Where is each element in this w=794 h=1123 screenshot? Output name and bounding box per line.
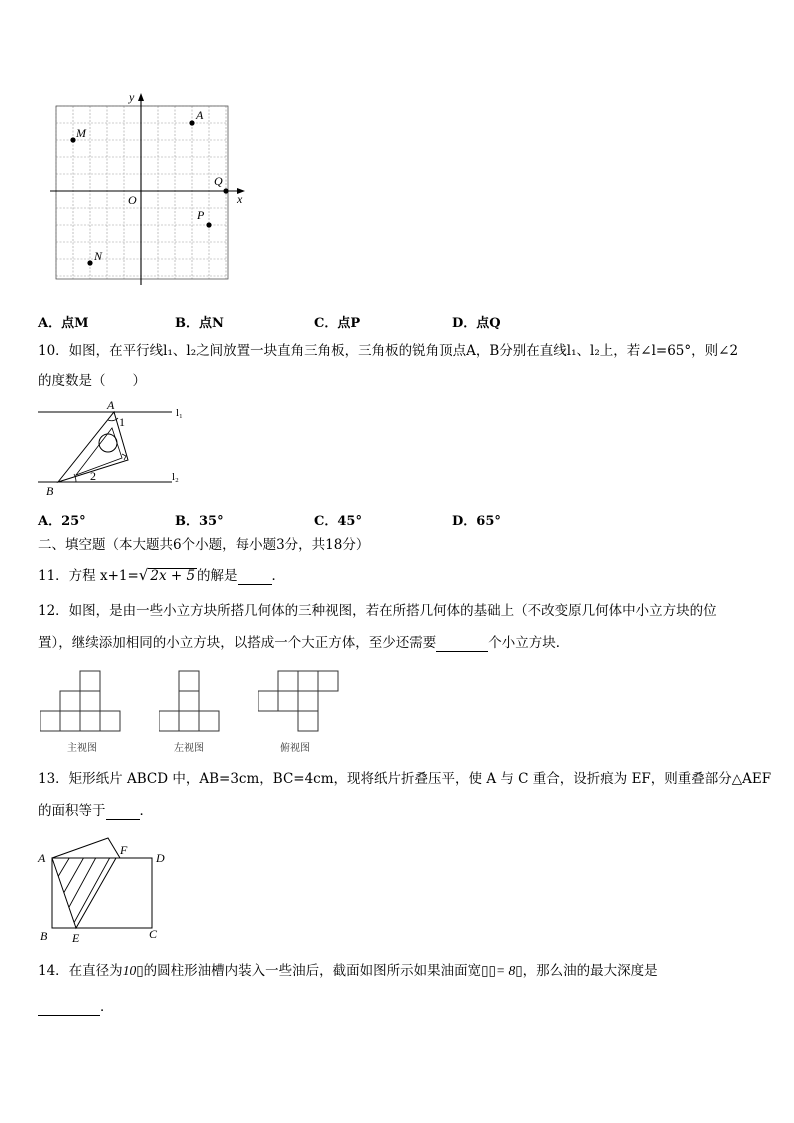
q11-prefix: 11．方程 x+1= <box>38 568 139 584</box>
q11-answer-blank[interactable] <box>238 570 272 585</box>
q11-end: ． <box>271 568 286 584</box>
q12-line2-post: 个小立方块． <box>488 635 570 651</box>
q14-line2 <box>38 998 114 1016</box>
q12-line2-pre: 置），继续添加相同的小立方块，以搭成一个大正方体，至少还需要 <box>38 635 437 651</box>
point-Q <box>223 188 228 193</box>
label-angle-2: 2 <box>90 469 96 483</box>
q10-option-a[interactable]: A．25° <box>38 514 86 529</box>
q9-option-c[interactable]: C．点P <box>314 316 361 331</box>
label-origin: O <box>128 193 137 207</box>
label-l2: l₂ <box>172 471 179 483</box>
q13-stem-line1: 13．矩形纸片 ABCD 中，AB=3cm，BC=4cm，现将纸片折叠压平，使 A 与 C 重合，设折痕为 EF，则重叠部分△AEF <box>38 771 772 787</box>
q14-post: ，那么油的最大深度是 <box>522 963 658 979</box>
sqrt-sign-icon: √ <box>138 566 149 584</box>
left-view-figure <box>159 670 223 732</box>
right-angle-mark <box>122 454 126 460</box>
q11-radicand: 2x + 5 <box>150 568 196 584</box>
label-F: F <box>120 843 128 857</box>
label-C: C <box>149 927 158 941</box>
point-N <box>87 260 92 265</box>
folded-flap <box>52 838 120 858</box>
q14-stem <box>38 962 658 980</box>
q13-line2-pre: 的面积等于 <box>38 803 106 819</box>
q14-end: ． <box>100 999 114 1015</box>
q10-option-c[interactable]: C．45° <box>314 514 362 529</box>
label-A: A <box>107 398 115 412</box>
q10-stem-line2: 的度数是（ ） <box>38 373 146 389</box>
label-M: M <box>76 126 86 140</box>
set-square-hole <box>99 434 117 452</box>
q14-diameter: 10 <box>122 963 137 978</box>
q14-answer-blank[interactable] <box>38 1001 100 1016</box>
label-A: A <box>196 108 204 122</box>
label-B: B <box>46 484 54 498</box>
q14-width: = 8 <box>495 963 516 978</box>
top-view-figure <box>258 670 342 732</box>
label-B: B <box>40 929 48 943</box>
triangle-aef <box>52 858 116 928</box>
missing-glyph-icon: ▯ <box>136 963 144 979</box>
label-E: E <box>72 931 80 945</box>
q9-option-b[interactable]: B．点N <box>175 316 224 331</box>
q9-coordinate-grid-figure <box>40 88 260 293</box>
label-N: N <box>94 249 103 263</box>
label-A: A <box>38 851 46 865</box>
y-axis-arrow-icon <box>138 93 144 101</box>
q12-stem-line1: 12．如图，是由一些小立方块所搭几何体的三种视图，若在所搭几何体的基础上（不改变原几何体中小立方块的位 <box>38 603 717 619</box>
q9-option-a[interactable]: A．点M <box>38 316 89 331</box>
missing-glyph-icon: ▯▯ <box>481 963 496 979</box>
q11-suffix: 的解是 <box>197 568 238 584</box>
q13-folded-rectangle-figure <box>34 830 174 946</box>
left-view-label: 左视图 <box>174 743 204 754</box>
label-x: x <box>237 192 243 206</box>
front-view-figure <box>40 670 124 732</box>
point-M <box>70 137 75 142</box>
label-y: y <box>129 90 135 104</box>
label-angle-1: 1 <box>119 415 125 429</box>
q13-stem-line2 <box>38 802 153 820</box>
top-view-label: 俯视图 <box>280 743 310 754</box>
q10-option-b[interactable]: B．35° <box>175 514 224 529</box>
label-P: P <box>197 208 205 222</box>
q12-answer-blank[interactable] <box>436 637 488 652</box>
q10-stem-line1: 10．如图，在平行线l₁、l₂之间放置一块直角三角板，三角板的锐角顶点A，B分别在直线l₁、l₂上，若∠l=65°，则∠2 <box>38 343 739 359</box>
front-view-label: 主视图 <box>67 743 97 754</box>
q13-answer-blank[interactable] <box>106 805 140 820</box>
q13-line2-end: ． <box>139 803 153 819</box>
section-title: 二、填空题（本大题共6个小题，每小题3分，共18分） <box>38 537 370 553</box>
label-D: D <box>156 851 165 865</box>
q10-triangle-figure <box>36 398 196 498</box>
rectangle-abcd <box>52 858 152 928</box>
q14-pre: 14．在直径为 <box>38 963 123 979</box>
point-P <box>206 222 211 227</box>
point-A <box>189 120 194 125</box>
q9-option-d[interactable]: D．点Q <box>452 316 501 331</box>
missing-glyph-icon: ▯ <box>515 963 523 979</box>
q14-mid: 的圆柱形油槽内装入一些油后，截面如图所示如果油面宽 <box>143 963 482 979</box>
q10-option-d[interactable]: D．65° <box>452 514 501 529</box>
label-l1: l₁ <box>176 407 183 419</box>
q11-stem <box>38 566 285 585</box>
label-Q: Q <box>214 174 223 188</box>
q12-stem-line2 <box>38 634 569 652</box>
